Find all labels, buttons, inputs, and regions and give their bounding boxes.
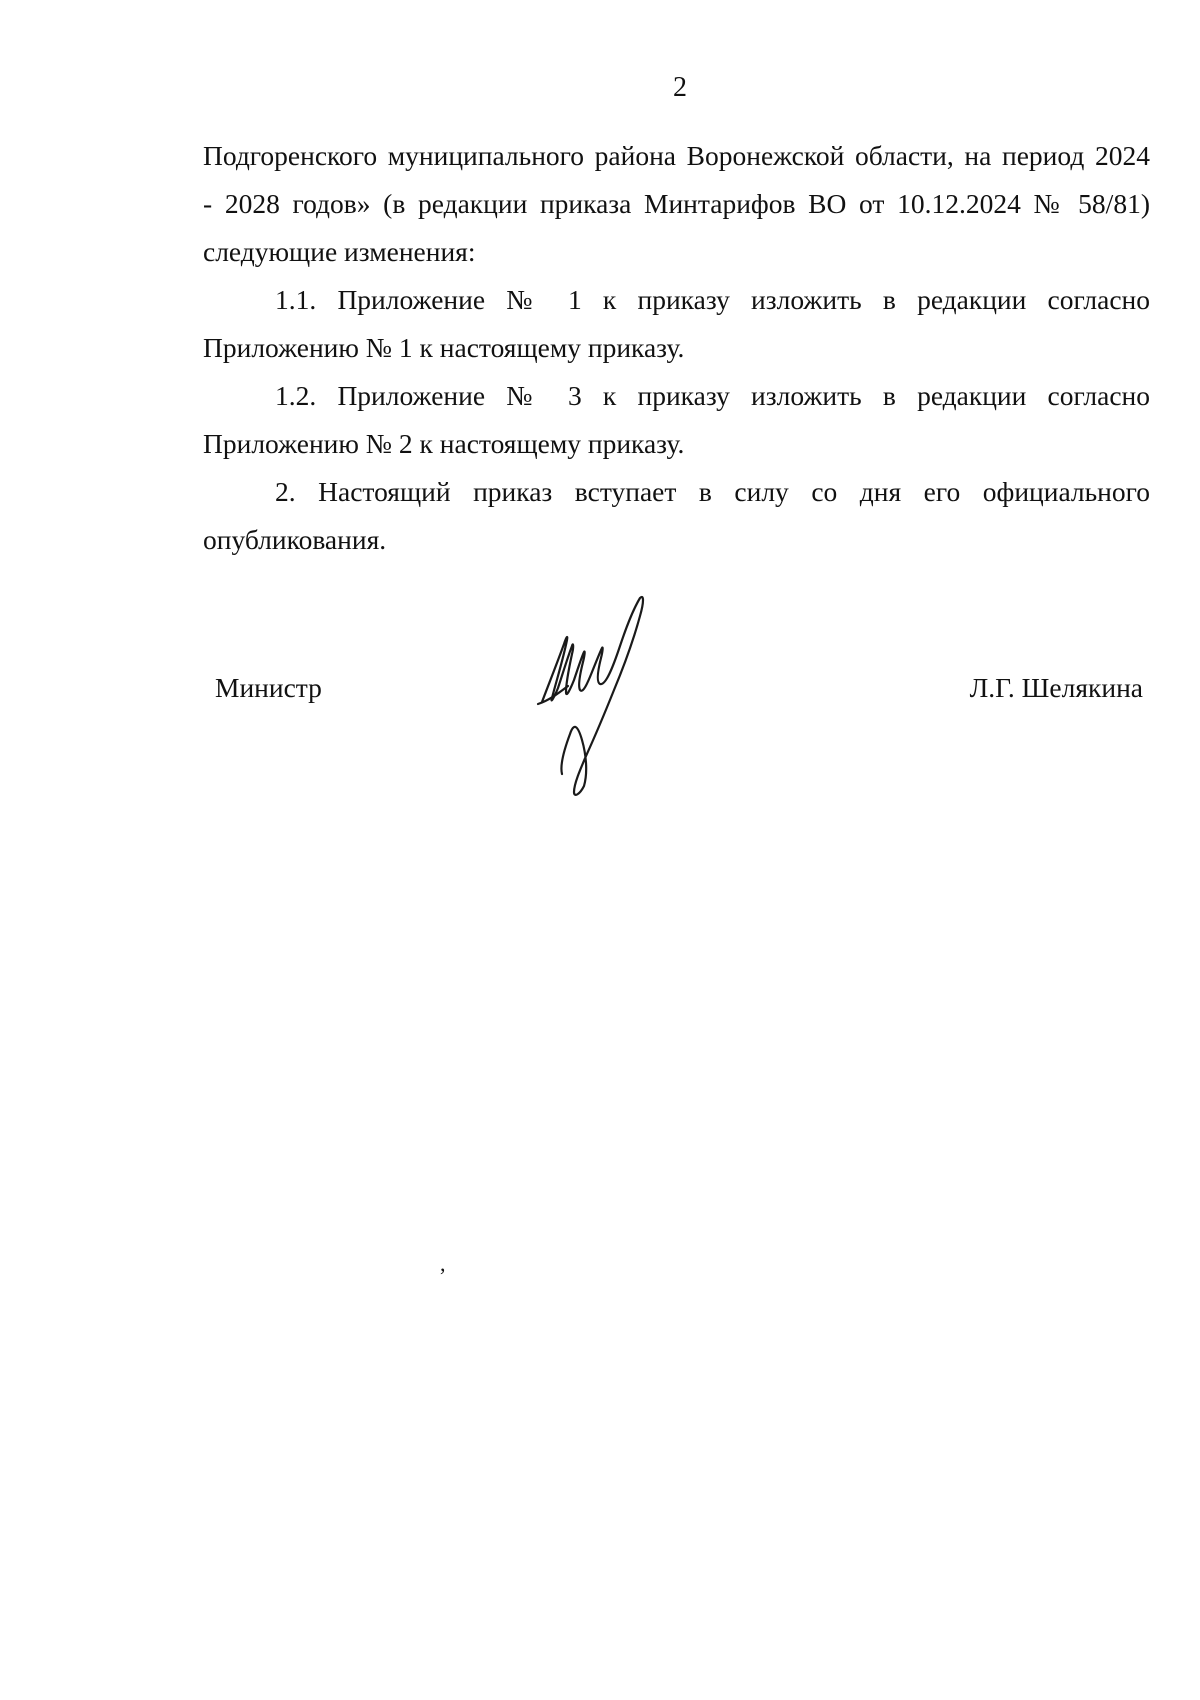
text-line: 1.2. Приложение № 3 к приказу изложить в редакции согласно	[275, 380, 1150, 411]
text-line: Приложению № 1 к настоящему приказу.	[203, 332, 685, 363]
handwritten-signature	[530, 594, 680, 804]
paragraph-item-1-2	[203, 372, 1150, 468]
text-line: Подгоренского муниципального района Воронежской области, на период 2024	[203, 140, 1150, 171]
paragraph-item-2	[203, 468, 1150, 564]
text-line: - 2028 годов» (в редакции приказа Минтарифов ВО от 10.12.2024 № 58/81)	[203, 188, 1150, 219]
stray-mark: ,	[440, 1251, 446, 1276]
signer-name: Л.Г. Шелякина	[969, 672, 1143, 703]
paragraph-intro	[203, 132, 1150, 276]
text-line: Приложению № 2 к настоящему приказу.	[203, 428, 685, 459]
text-line: 2. Настоящий приказ вступает в силу со дня его официального	[275, 476, 1150, 507]
document-body	[203, 132, 1150, 564]
text-line: опубликования.	[203, 524, 387, 555]
text-line: 1.1. Приложение № 1 к приказу изложить в редакции согласно	[275, 284, 1150, 315]
text-line: следующие изменения:	[203, 236, 476, 267]
page-number: 2	[673, 72, 687, 103]
signer-position: Министр	[215, 672, 322, 703]
paragraph-item-1-1	[203, 276, 1150, 372]
